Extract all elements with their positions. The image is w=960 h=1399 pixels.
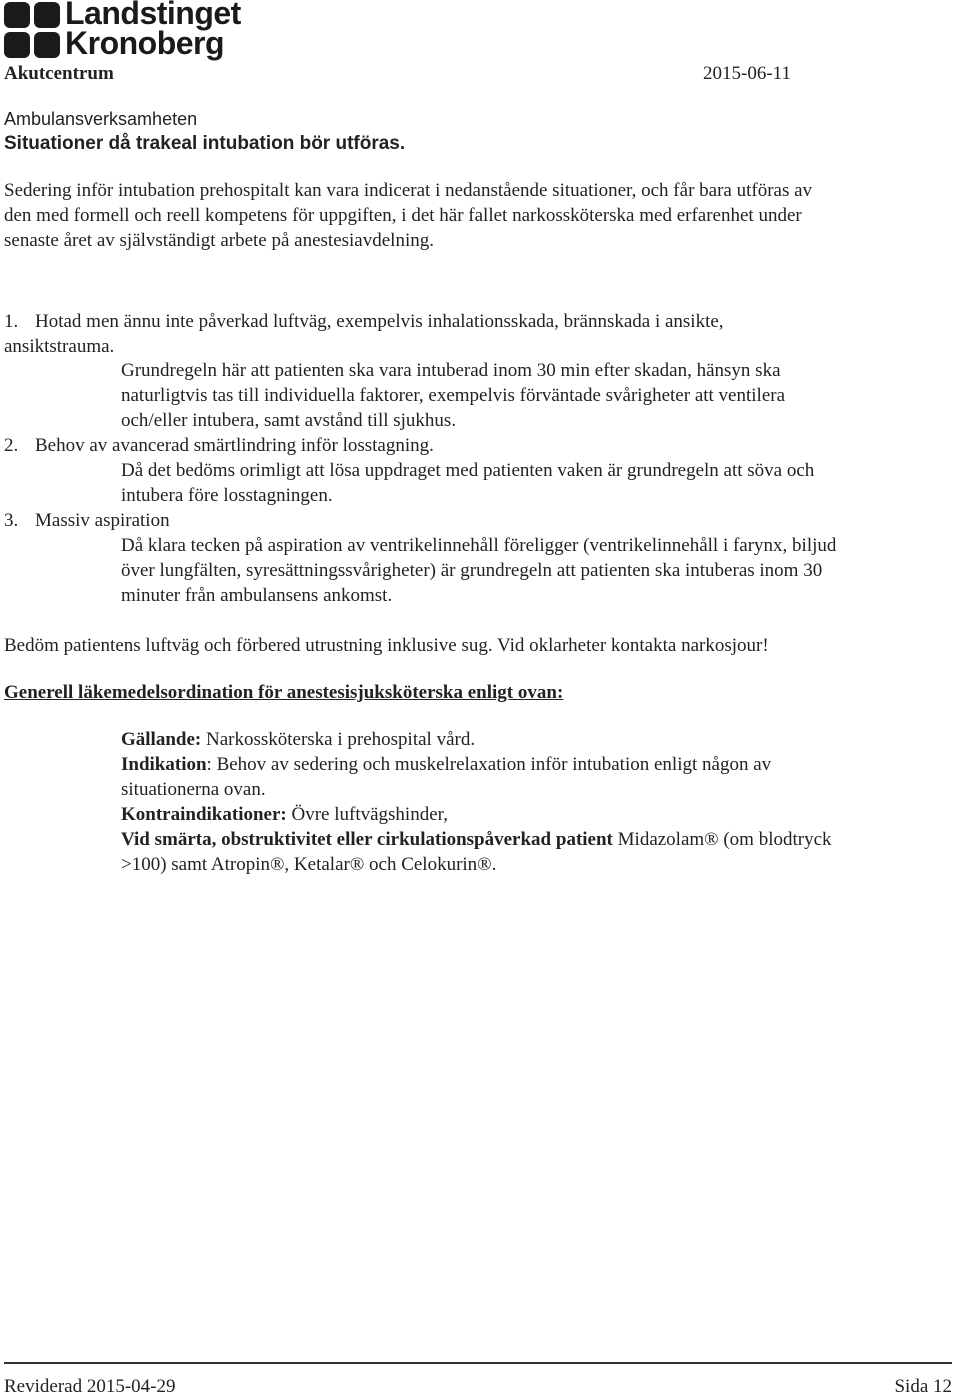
contra-text: Övre luftvägshinder, [286,804,448,825]
detail-line: Då det bedöms orimligt att lösa uppdraget med patienten vaken är grundregeln att söva och [121,460,815,481]
indication-continuation: situationerna ovan. [121,779,266,800]
detail-line: intubera före losstagningen. [121,485,333,506]
logo-mark-icon [4,2,60,58]
pain-text: Midazolam® (om blodtryck [612,829,832,850]
pain-row [121,827,941,852]
item-1-heading [35,309,935,334]
item-number: 1. [4,311,19,332]
ordination-heading: Generell läkemedelsordination för anestesisjuksköterska enligt ovan: [4,682,564,703]
detail-line: och/eller intubera, samt avstånd till sjukhus. [121,410,457,431]
detail-line: Då klara tecken på aspiration av ventrikelinnehåll föreligger (ventrikelinnehåll i farynx, biljud [121,535,837,556]
contra-label: Kontraindikationer: [121,804,287,825]
item-number: 2. [4,435,19,456]
footer-divider [4,1362,952,1364]
department-name: Ambulansverksamheten [4,109,198,129]
item-2-detail [121,458,941,508]
revision-date: Reviderad 2015-04-29 [4,1376,176,1397]
valid-text: Narkossköterska i prehospital vård. [201,729,476,750]
document-title: Situationer då trakeal intubation bör utföras. [4,133,406,154]
landstinget-logo [4,0,241,64]
detail-line: Grundregeln här att patienten ska vara intuberad inom 30 min efter skadan, hänsyn ska [121,360,781,381]
indication-row [121,752,941,777]
item-1-continuation: ansiktstrauma. [4,336,115,357]
ordination-details [121,727,941,877]
item-2-heading: Behov av avancerad smärtlindring inför losstagning. [35,435,434,456]
logo-line-1: Landstinget [65,0,241,31]
item-1-detail [121,358,941,433]
pain-label: Vid smärta, obstruktivitet eller cirkulationspåverkad patient [121,829,613,850]
intro-line: senaste året av självständigt arbete på anestesiavdelning. [4,230,434,251]
page-number: Sida 12 [894,1376,952,1397]
intro-line: den med formell och reell kompetens för uppgiften, i det här fallet narkossköterska med erfarenhet under [4,205,802,226]
logo-text [65,0,241,61]
item-line: Hotad men ännu inte påverkad luftväg, exempelvis inhalationsskada, brännskada i ansikte, [35,311,724,332]
document-date: 2015-06-11 [703,63,791,84]
contraindication-row [121,802,941,827]
item-3-detail [121,533,941,608]
intro-line: Sedering inför intubation prehospitalt kan vara indicerat i nedanstående situationer, och får bara utföras av [4,180,813,201]
item-number: 3. [4,510,19,531]
intro-paragraph [4,178,944,253]
pain-continuation: >100) samt Atropin®, Ketalar® och Celokurin®. [121,854,497,875]
detail-line: naturligtvis tas till individuella faktorer, exempelvis förväntade svårigheter att ventilera [121,385,786,406]
item-3-heading: Massiv aspiration [35,510,170,531]
logo-line-2: Kronoberg [65,25,225,61]
indication-text: : Behov av sedering och muskelrelaxation inför intubation enligt någon av [206,754,772,775]
valid-label: Gällande: [121,729,202,750]
unit-name: Akutcentrum [4,63,114,84]
indication-label: Indikation [121,754,207,775]
valid-row [121,727,941,752]
detail-line: minuter från ambulansens ankomst. [121,585,393,606]
assessment-note: Bedöm patientens luftväg och förbered utrustning inklusive sug. Vid oklarheter kontakta narkosjour! [4,635,769,656]
detail-line: över lungfälten, syresättningssvårigheter) är grundregeln att patienten ska intuberas inom 30 [121,560,823,581]
